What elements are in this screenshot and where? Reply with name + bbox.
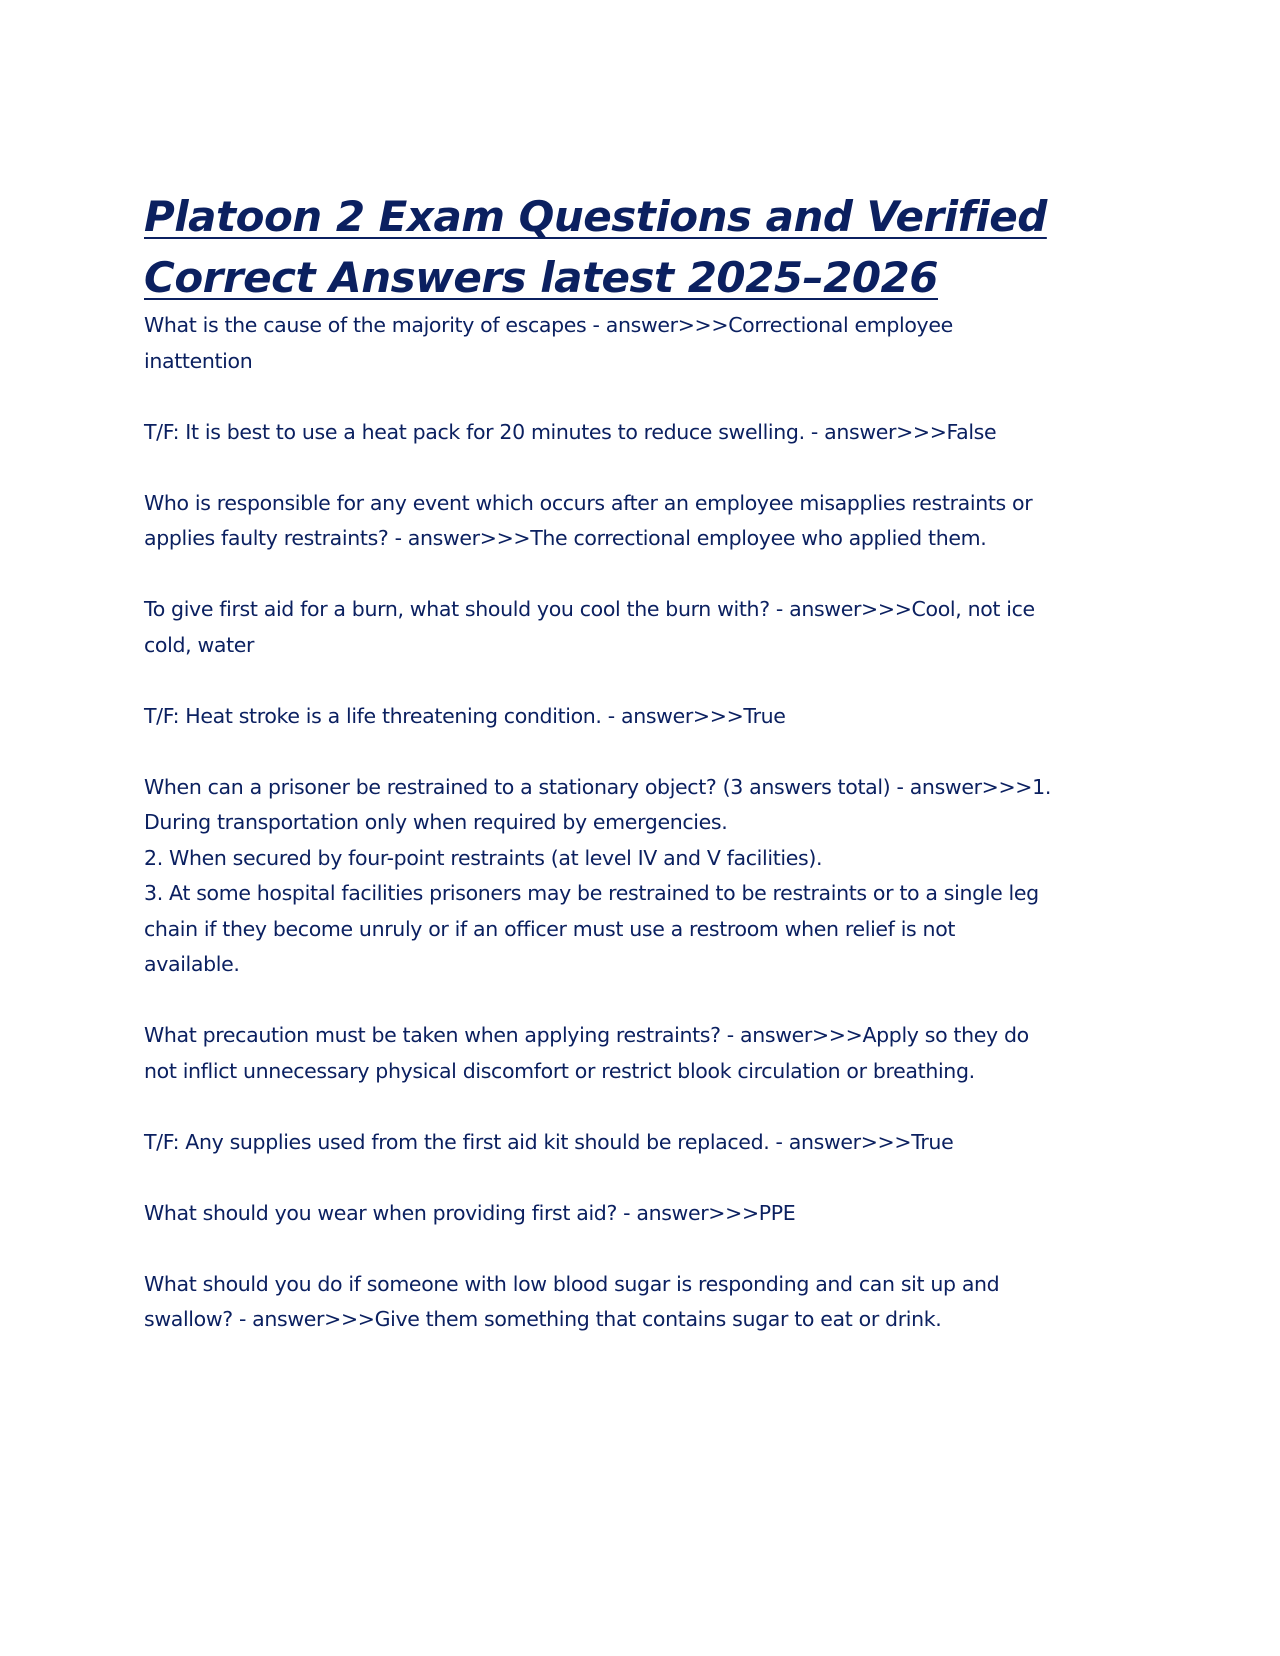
qa-item: Who is responsible for any event which occurs after an employee misapplies restraints or applies faulty restraints? - answer>>>The correctional employee who applied them. (144, 490, 1033, 550)
qa-item: T/F: Any supplies used from the first aid kit should be replaced. - answer>>>True (144, 1129, 954, 1154)
qa-list (144, 308, 1084, 1338)
title-line-1: Platoon 2 Exam Questions and Verified (144, 192, 1047, 241)
qa-item: What is the cause of the majority of escapes - answer>>>Correctional employee inattention (144, 313, 953, 373)
qa-item: When can a prisoner be restrained to a stationary object? (3 answers total) - answer>>>1. During transportation only when required by emergencies. 2. When secured by four-point restraints (at level IV and V facilities). 3. At some hospital facilities prisoners may be restrained to be restraints or to a single leg chain if they become unruly or if an officer must use a restroom when relief is not available. (144, 774, 1051, 976)
qa-item: To give first aid for a burn, what should you cool the burn with? - answer>>>Cool, not ice cold, water (144, 597, 1035, 657)
document-title (144, 186, 1084, 308)
document-page (144, 186, 1084, 1373)
qa-item: What should you do if someone with low blood sugar is responding and can sit up and swallow? - answer>>>Give them something that contains sugar to eat or drink. (144, 1271, 1000, 1331)
qa-item: T/F: Heat stroke is a life threatening condition. - answer>>>True (144, 703, 786, 728)
qa-item: What precaution must be taken when applying restraints? - answer>>>Apply so they do not inflict unnecessary physical discomfort or restrict blook circulation or breathing. (144, 1023, 1029, 1083)
qa-item: What should you wear when providing first aid? - answer>>>PPE (144, 1200, 796, 1225)
title-line-2: Correct Answers latest 2025–2026 (144, 253, 938, 302)
qa-item: T/F: It is best to use a heat pack for 20 minutes to reduce swelling. - answer>>>False (144, 419, 997, 444)
